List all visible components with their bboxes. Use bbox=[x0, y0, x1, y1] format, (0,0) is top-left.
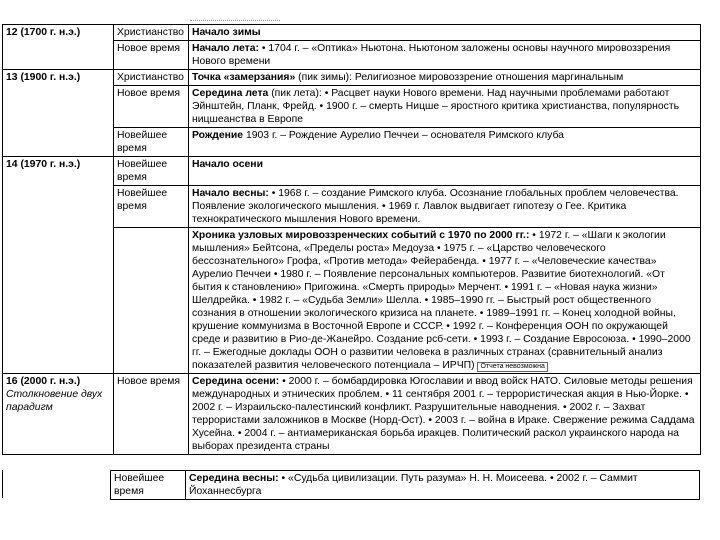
period-label: 16 (2000 г. н.э.) bbox=[6, 376, 81, 387]
season-label: Начало зимы bbox=[192, 27, 261, 38]
table-row bbox=[111, 471, 700, 500]
period-label: 14 (1970 г. н.э.) bbox=[6, 159, 81, 170]
event-text: 1903 г. – Рождение Аурелио Печчеи – основателя Римского клуба bbox=[243, 130, 564, 141]
table-row bbox=[3, 157, 701, 186]
stamp-note: Отчета невозможна bbox=[477, 362, 547, 372]
event-text: (пик зимы): Религиозное мировоззрение отношения маргинальным bbox=[295, 72, 624, 83]
era-label: Христианство bbox=[117, 27, 184, 38]
era-label: Новое время bbox=[117, 88, 180, 99]
event-text: • 1972 г. – «Шаги к экологии мышления» Бейтсона, «Пределы роста» Медоуза • 1975 г. – «Царство человеческого бессознательного» Грофа, «Против метода» Фейерабенда. • 1977 г. – «Человеческие качества» Аурелио Печчеи • 1980 г. – Появление персональных компьютеров. Развитие биотехнологий. «От бытия к становлению» Пригожина. «Смерть природы» Мерчент. • 1991 г. – «Новая наука жизни» Шелдрейка. • 1982 г. – «Судьба Земли» Шелла. • 1985–1990 гг. – Быстрый рост общественного сознания в отношении экологического кризиса на планете. • 1989–1991 гг. – Конец холодной войны, крушение коммунизма в Восточной Европе и СССР. • 1992 г. – Конференция ООН по окружающей среде и развитию в Рио-де-Жанейро. Создание рсб-сети. • 1993 г. – Создание Евросоюза. • 1990–2000 гг. – Ежегодные доклады ООН о развитии человека в различных странах (сравнительный анализ показателей развития человеческого потенциала – ИРЧП) bbox=[192, 230, 691, 371]
era-label: Новейшее время bbox=[117, 130, 168, 154]
period-label: 13 (1900 г. н.э.) bbox=[6, 72, 81, 83]
season-label: Середина весны: bbox=[189, 473, 279, 484]
season-label: Рождение bbox=[192, 130, 244, 141]
era-label: Новейшее время bbox=[117, 159, 168, 183]
era-label: Новейшее время bbox=[117, 188, 168, 212]
history-table bbox=[2, 24, 701, 455]
season-label: Начало весны: bbox=[192, 188, 269, 199]
event-text: • 1968 г. – создание Римского клуба. Осознание глобальных проблем человечества. Появление экологического мышления. • 1969 г. Лавлок выдвигает гипотезу о Гее. Критика технократического мышления Нового времени. bbox=[192, 188, 679, 225]
era-label: Новое время bbox=[117, 376, 180, 387]
top-dotted-mark bbox=[190, 20, 280, 22]
era-label: Христианство bbox=[117, 72, 184, 83]
event-text: • «Судьба цивилизации. Путь разума» Н. Н. Моисеева. • 2002 г. – Саммит Йоханнесбурга bbox=[189, 473, 638, 497]
era-label: Новое время bbox=[117, 43, 180, 54]
table-row bbox=[3, 25, 701, 41]
left-border-mark bbox=[2, 470, 3, 498]
period-subtitle: Столкновение двух парадигм bbox=[6, 389, 103, 413]
table-row bbox=[3, 374, 701, 455]
chronicle-title: Хроника узловых мировоззренческих событий с 1970 по 2000 гг.: bbox=[192, 230, 530, 241]
table-row bbox=[3, 70, 701, 86]
event-text: • 1704 г. – «Оптика» Ньютона. Ньютоном заложены основы научного мировоззрения Нового времени bbox=[192, 43, 671, 67]
season-label: Начало осени bbox=[192, 159, 263, 170]
season-note: (пик лета): bbox=[268, 88, 325, 99]
event-text: • Расцвет науки Нового времени. Над научными проблемами работают Эйнштейн, Планк, Фрейд. • 1900 г. – смерть Ницше – яростного критика христианства, популярность ницшеанства в Европе bbox=[192, 88, 680, 125]
season-label: Середина осени: bbox=[192, 376, 280, 387]
event-text: • 2000 г. – бомбардировка Югославии и ввод войск НАТО. Силовые методы решения международных и этнических проблем. • 11 сентября 2001 г. – террористическая акция в Нью-Йорке. • 2002 г. – Израильско-палестинский конфликт. Разрушительные наводнения. • 2002 г. – Захват террористами заложников в Москве (Норд-Ост). • 2003 г. – война в Ираке. Свержение режима Саддама Хусейна. • 2004 г. – антиамериканская борьба иракцев. Политический раскол украинского народа на выборах президента страны bbox=[192, 376, 695, 452]
history-table-continued bbox=[110, 470, 700, 500]
period-label: 12 (1700 г. н.э.) bbox=[6, 27, 81, 38]
season-label: Точка «замерзания» bbox=[192, 72, 296, 83]
era-label: Новейшее время bbox=[114, 473, 165, 497]
season-label: Середина лета bbox=[192, 88, 269, 99]
season-label: Начало лета: bbox=[192, 43, 259, 54]
